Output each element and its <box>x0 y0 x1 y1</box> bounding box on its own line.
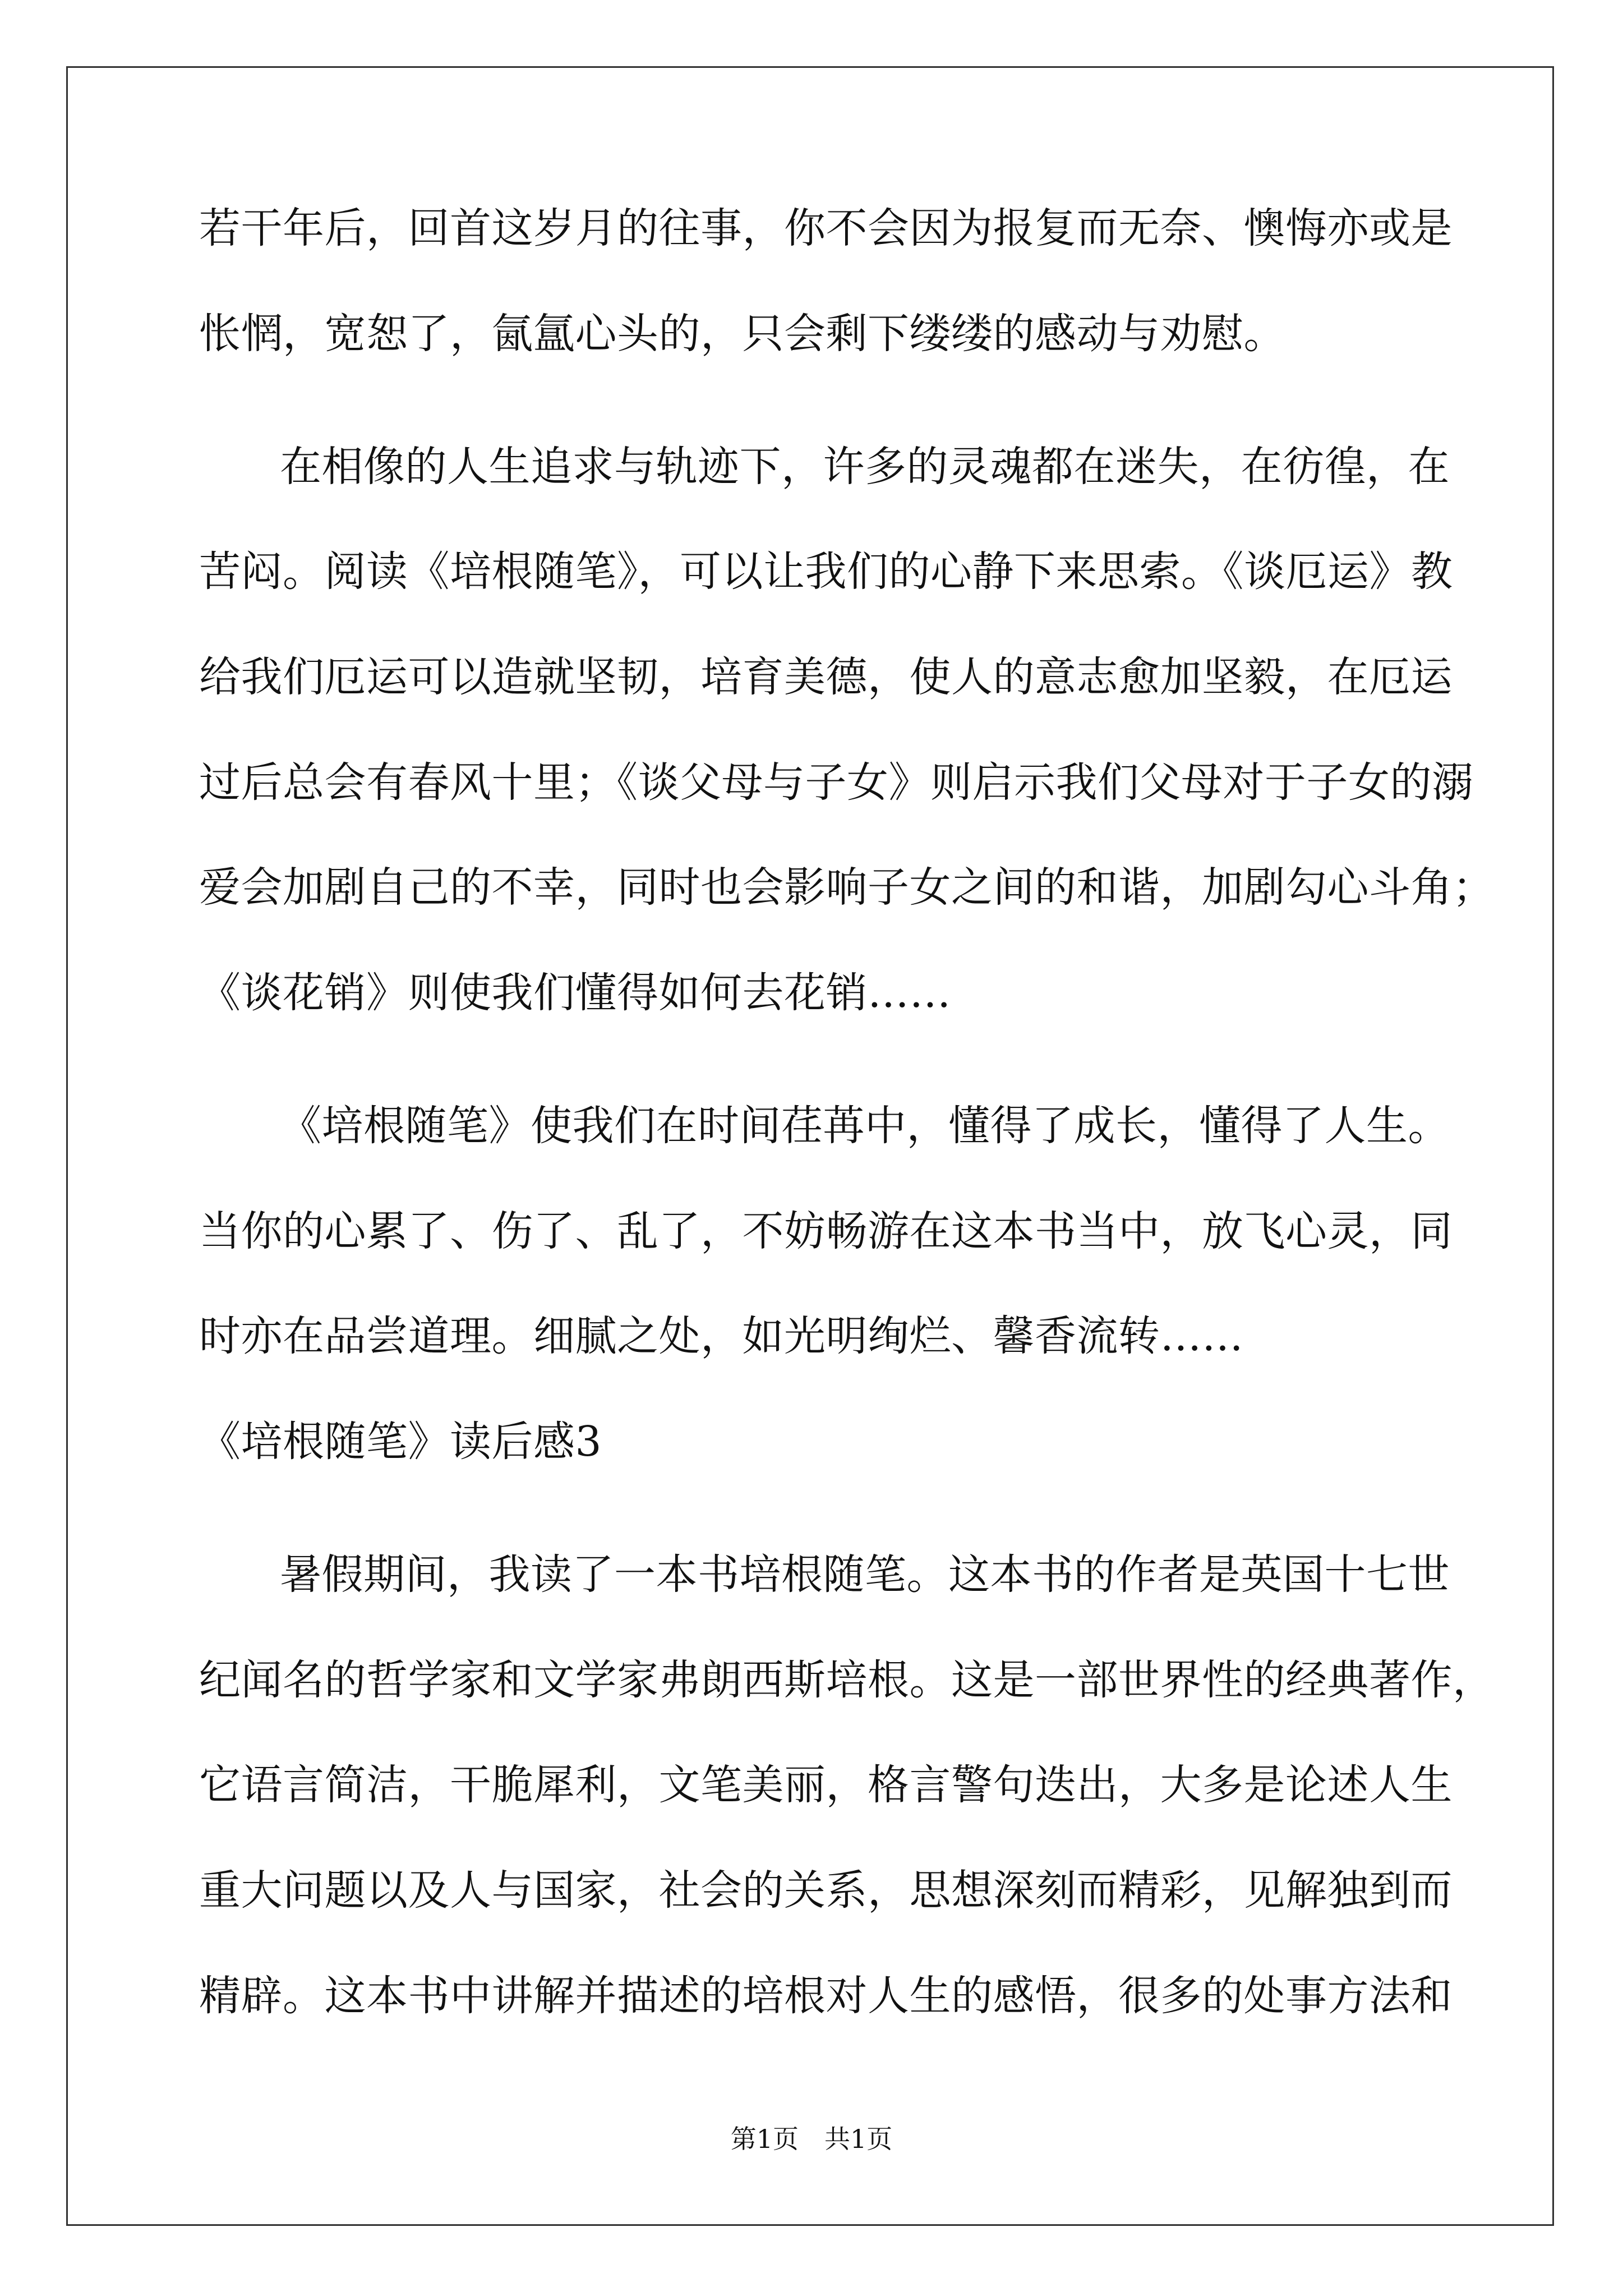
paragraph-start-line: 在相像的人生追求与轨迹下，许多的灵魂都在迷失，在彷徨，在 <box>280 443 1450 491</box>
text-line: 《谈花销》则使我们懂得如何去花销…… <box>199 969 951 1017</box>
text-line: 给我们厄运可以造就坚韧，培育美德，使人的意志愈加坚毅，在厄运 <box>199 653 1453 701</box>
text-line: 若干年后，回首这岁月的往事，你不会因为报复而无奈、懊悔亦或是 <box>199 204 1453 252</box>
text-line: 苦闷。阅读《培根随笔》，可以让我们的心静下来思索。《谈厄运》教 <box>199 547 1453 596</box>
section-heading: 《培根随笔》读后感3 <box>199 1418 602 1466</box>
text-line: 时亦在品尝道理。细腻之处，如光明绚烂、馨香流转…… <box>199 1312 1244 1360</box>
text-line: 重大问题以及人与国家，社会的关系，思想深刻而精彩，见解独到而 <box>199 1866 1453 1915</box>
paragraph-start-line: 暑假期间，我读了一本书培根随笔。这本书的作者是英国十七世 <box>280 1550 1450 1599</box>
text-line: 精辟。这本书中讲解并描述的培根对人生的感悟，很多的处事方法和 <box>199 1972 1453 2020</box>
text-line: 怅惘，宽恕了，氤氲心头的，只会剩下缕缕的感动与劝慰。 <box>199 310 1285 358</box>
text-line: 爱会加剧自己的不幸，同时也会影响子女之间的和谐，加剧勾心斗角； <box>199 863 1495 912</box>
text-line: 纪闻名的哲学家和文学家弗朗西斯培根。这是一部世界性的经典著作， <box>199 1656 1495 1704</box>
text-line: 当你的心累了、伤了、乱了，不妨畅游在这本书当中，放飞心灵，同 <box>199 1207 1453 1255</box>
text-line: 过后总会有春风十里；《谈父母与子女》则启示我们父母对于子女的溺 <box>199 758 1474 807</box>
text-line: 它语言简洁，干脆犀利，文笔美丽，格言警句迭出，大多是论述人生 <box>199 1761 1453 1809</box>
page-number-footer: 第1页 共1页 <box>730 2124 893 2154</box>
paragraph-start-line: 《培根随笔》使我们在时间荏苒中，懂得了成长，懂得了人生。 <box>280 1102 1450 1150</box>
